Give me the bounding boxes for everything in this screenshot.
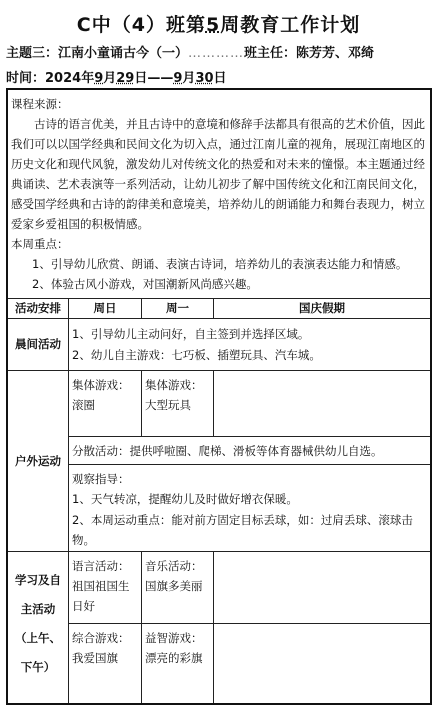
- outdoor-mon-value: 大型玩具: [145, 398, 191, 412]
- outdoor-sun-label: 集体游戏：: [72, 378, 130, 392]
- divider: [8, 551, 430, 552]
- divider: [68, 623, 430, 624]
- header-sunday: 周日: [93, 301, 117, 315]
- header-monday: 周一: [166, 301, 189, 315]
- plan-table: [6, 88, 432, 705]
- divider: [141, 370, 142, 436]
- time-line: [6, 67, 227, 86]
- outdoor-mon-label: 集体游戏：: [145, 378, 203, 392]
- observe-label: 观察指导：: [72, 472, 130, 486]
- divider: [68, 298, 69, 703]
- theme-dots: …………: [188, 46, 245, 61]
- time-day-label: 日: [213, 71, 227, 86]
- lang-value: 祖国祖国生日好: [72, 579, 130, 613]
- lang-label: 语言活动：: [72, 559, 130, 573]
- theme-name: 江南小童诵古今（一）: [58, 46, 189, 61]
- puzzle-label: 益智游戏：: [145, 631, 203, 645]
- study-label-line-3: （上午、: [15, 631, 61, 645]
- divider: [8, 370, 430, 371]
- morning-item-2: 2、幼儿自主游戏：七巧板、插塑玩具、汽车城。: [72, 348, 321, 362]
- divider: [8, 318, 430, 319]
- divider: [213, 551, 214, 703]
- combo-label: 综合游戏：: [72, 631, 130, 645]
- time-year: 2024年: [45, 71, 95, 86]
- combo-value: 我爱国旗: [72, 651, 118, 665]
- time-month-label-2: 月: [182, 71, 196, 86]
- study-label-line-1: 学习及自: [15, 573, 61, 587]
- outdoor-label: 户外运动: [15, 454, 61, 468]
- theme-label: 主题三：: [6, 46, 59, 61]
- study-label-line-2: 主活动: [20, 602, 56, 616]
- page-title: [0, 10, 437, 37]
- time-end-day: 30: [195, 71, 214, 86]
- focus-item-2: 2、体验古风小游戏，对国潮新风尚感兴趣。: [32, 277, 258, 291]
- header-holiday: 国庆假期: [299, 301, 345, 315]
- outdoor-scatter: 分散活动：提供呼啦圈、爬梯、滑板等体育器械供幼儿自选。: [72, 444, 383, 458]
- time-month-label: 月: [103, 71, 117, 86]
- music-value: 国旗多美丽: [145, 579, 203, 593]
- theme-line: [6, 42, 374, 61]
- observe-item-2: 2、本周运动重点：能对前方固定目标丢球，如：过肩丢球、滚球击物。: [72, 513, 413, 547]
- title-week: 5: [205, 14, 221, 36]
- time-end-month: 9: [173, 71, 183, 86]
- divider: [68, 436, 430, 437]
- title-prefix: C中（4）班第: [76, 14, 206, 36]
- divider: [68, 464, 430, 465]
- title-suffix: 周教育工作计划: [220, 14, 361, 36]
- music-label: 音乐活动：: [145, 559, 203, 573]
- puzzle-value: 漂亮的彩旗: [145, 651, 203, 665]
- study-label-line-4: 下午）: [20, 660, 56, 674]
- source-label: 课程来源：: [11, 97, 69, 111]
- study-label: [8, 566, 68, 682]
- header-activity: 活动安排: [15, 301, 61, 315]
- outdoor-sun-value: 滚圈: [72, 398, 95, 412]
- time-label: 时间：: [6, 71, 46, 86]
- time-start-month: 9: [94, 71, 104, 86]
- morning-item-1: 1、引导幼儿主动问好，自主签到并选择区域。: [72, 327, 310, 341]
- focus-label: 本周重点：: [11, 237, 69, 251]
- morning-label: 晨间活动: [15, 337, 61, 351]
- source-text: 古诗的语言优美，并且古诗中的意境和修辞手法都具有很高的艺术价值，因此我们可以以国学经典和民间文化为切入点，通过江南儿童的视角，展现江南地区的历史文化和现代风貌，激发幼儿对传统文化的热爱和对未来的憧憬。本主题通过经典诵读、艺术表演等一系列活动，让幼儿初步了解中国传统文化和江南民间文化，感受国学经典和古诗的韵律美和意境美，培养幼儿的朗诵能力和舞台表现力，树立爱家乡爱祖国的积极情感。: [11, 117, 425, 231]
- teacher-label: 班主任：: [244, 46, 297, 61]
- divider: [213, 370, 214, 436]
- observe-item-1: 1、天气转凉，提醒幼儿及时做好增衣保暖。: [72, 492, 298, 506]
- focus-item-1: 1、引导幼儿欣赏、朗诵、表演古诗词，培养幼儿的表演表达能力和情感。: [32, 257, 408, 271]
- teacher-names: 陈芳芳、邓绮: [296, 46, 375, 61]
- time-separator: 日——: [134, 71, 174, 86]
- divider: [141, 551, 142, 703]
- time-start-day: 29: [116, 71, 135, 86]
